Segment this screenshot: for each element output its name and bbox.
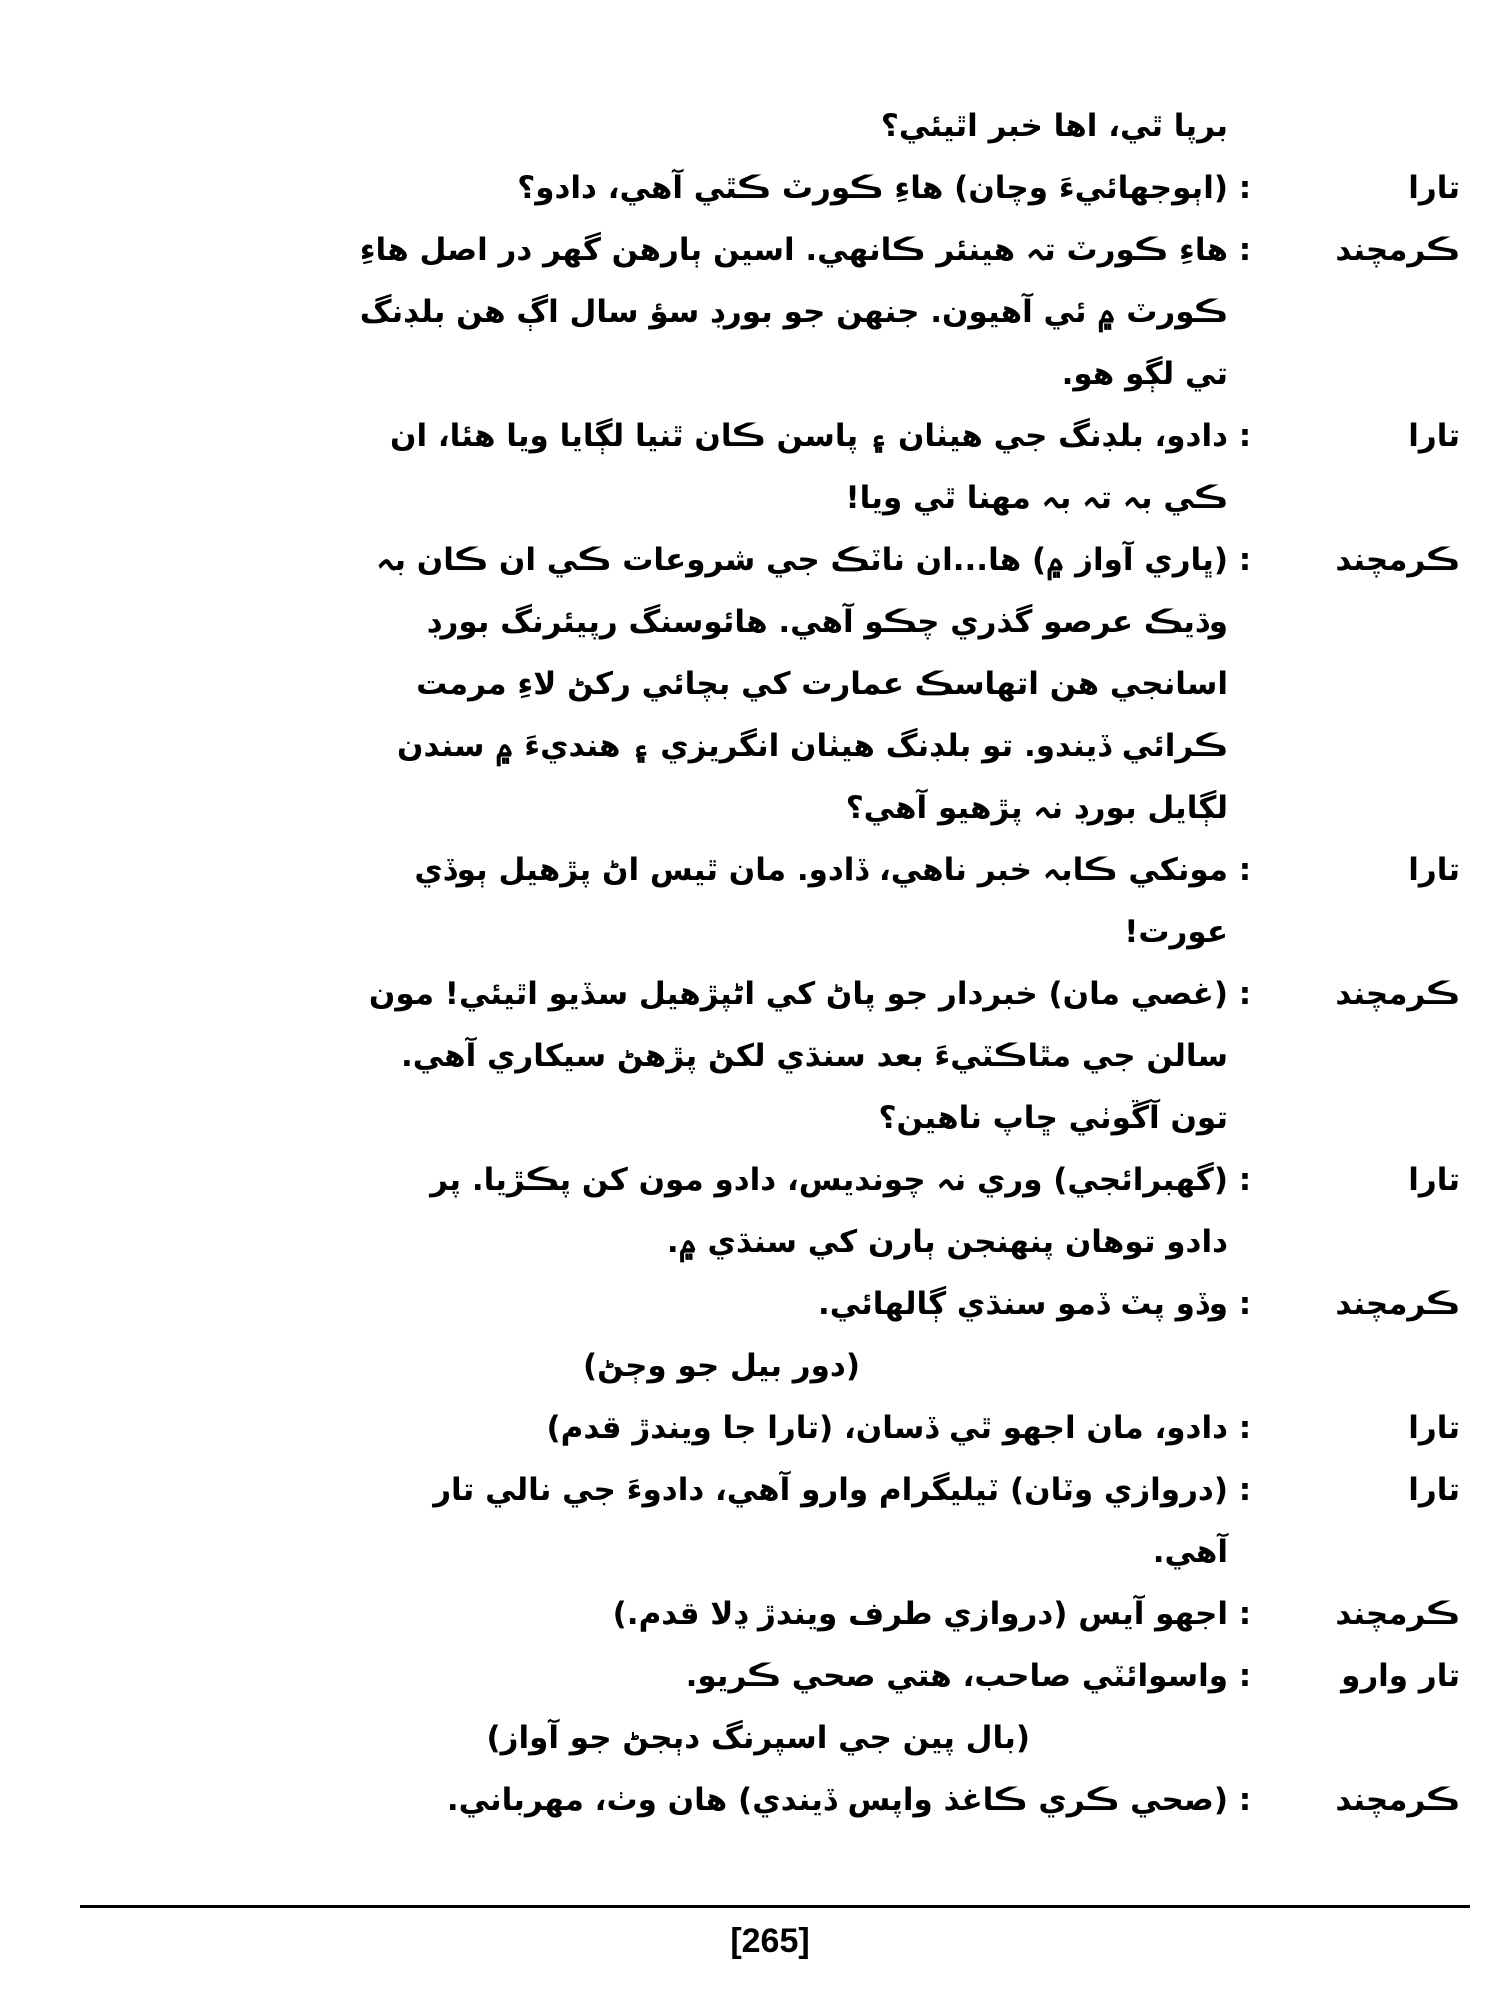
- speaker-colon: :: [1238, 852, 1252, 888]
- line-text: (غصي مان) خبردار جو پاڻ کي اڻپڙهيل سڏيو اٿيئي! مون: [368, 976, 1228, 1012]
- speaker-colon: :: [1238, 1658, 1252, 1694]
- line-text: (صحي ڪري ڪاغذ واپس ڏيندي) هان وٺ، مهرباني.: [446, 1782, 1228, 1818]
- script-line: [60, 963, 1460, 1025]
- script-line: [60, 1459, 1460, 1521]
- script-line: [60, 529, 1460, 591]
- script-line: [60, 343, 1460, 405]
- script-line: [60, 1149, 1460, 1211]
- line-text: ڪرائي ڏيندو. تو بلڊنگ هيٺان انگريزي ۽ هنديءَ ۾ سندن: [396, 728, 1228, 764]
- line-text: لڳايل بورڊ نہ پڙهيو آهي؟: [845, 790, 1228, 826]
- line-text: (دروازي وٽان) ٽيليگرام وارو آهي، دادوءَ جي نالي تار: [433, 1472, 1228, 1508]
- line-text: دادو، بلڊنگ جي هيٺان ۽ پاسن ڪان ٿنيا لڳايا ويا هئا، ان: [390, 418, 1228, 454]
- speaker-name: تارا: [1408, 170, 1460, 206]
- speaker-colon: :: [1238, 232, 1252, 268]
- script-page: [60, 95, 1460, 1915]
- script-line: [60, 281, 1460, 343]
- speaker-name: ڪرمچند: [1335, 232, 1460, 268]
- speaker-name: تارا: [1408, 1472, 1460, 1508]
- line-text: آهي.: [1152, 1534, 1228, 1570]
- line-text: اجهو آيس (دروازي طرف ويندڙ ڍلا قدم.): [612, 1596, 1228, 1632]
- speaker-name: ڪرمچند: [1335, 1596, 1460, 1632]
- speaker-colon: :: [1238, 976, 1252, 1012]
- script-line: [60, 591, 1460, 653]
- speaker-colon: :: [1238, 542, 1252, 578]
- line-text: ڪورٽ ۾ ئي آهيون. جنهن جو بورڊ سؤ سال اڳ هن بلڊنگ: [359, 294, 1228, 330]
- stage-direction: (بال پين جي اسپرنگ دٻجڻ جو آواز): [486, 1720, 1030, 1756]
- script-line: [60, 1769, 1460, 1831]
- line-text: ڪي بہ تہ بہ مهنا ٿي ويا!: [845, 480, 1228, 516]
- line-text: هاءِ ڪورٽ تہ هينئر ڪانهي. اسين ٻارهن گهر در اصل هاءِ: [359, 232, 1228, 268]
- line-text: مونکي ڪابہ خبر ناهي، ڏادو. مان ٿيس اڻ پڙهيل ٻوڏي: [414, 852, 1228, 888]
- footer-rule: [80, 1905, 1470, 1908]
- script-line: [60, 1087, 1460, 1149]
- script-line: [60, 1583, 1460, 1645]
- speaker-name: تارا: [1408, 1410, 1460, 1446]
- line-text: (اٻوجهائيءَ وچان) هاءِ ڪورٽ ڪٿي آهي، دادو؟: [517, 170, 1228, 206]
- script-line: [60, 901, 1460, 963]
- speaker-colon: :: [1238, 1410, 1252, 1446]
- script-line: [60, 157, 1460, 219]
- script-line: [60, 1273, 1460, 1335]
- line-text: تي لڳو هو.: [1061, 356, 1228, 392]
- line-text: وڌيڪ عرصو گذري چڪو آهي. هائوسنگ رپيئرنگ بورڊ: [426, 604, 1228, 640]
- line-text: سالن جي مٿاڪٽيءَ بعد سنڌي لکڻ پڙهڻ سيکاري آهي.: [400, 1038, 1228, 1074]
- script-line: [60, 777, 1460, 839]
- line-text: عورت!: [1124, 914, 1228, 950]
- script-line: [60, 1521, 1460, 1583]
- speaker-colon: :: [1238, 1472, 1252, 1508]
- line-text: دادو، مان اجهو ٿي ڏسان، (تارا جا ويندڙ قدم): [546, 1410, 1228, 1446]
- speaker-colon: :: [1238, 170, 1252, 206]
- script-line: [60, 653, 1460, 715]
- script-line: [60, 1397, 1460, 1459]
- speaker-colon: :: [1238, 1162, 1252, 1198]
- speaker-name: تارا: [1408, 852, 1460, 888]
- line-text: وڏو پٽ ڏمو سنڌي ڳالهائي.: [817, 1286, 1228, 1322]
- script-line: [60, 1645, 1460, 1707]
- speaker-name: ڪرمچند: [1335, 976, 1460, 1012]
- stage-direction-line: [60, 1335, 1460, 1397]
- line-text: تون آڱوٺي ڇاپ ناهين؟: [878, 1100, 1228, 1136]
- line-text: واسوائٽي صاحب، هتي صحي ڪريو.: [685, 1658, 1228, 1694]
- speaker-colon: :: [1238, 1286, 1252, 1322]
- script-line: [60, 95, 1460, 157]
- speaker-colon: :: [1238, 418, 1252, 454]
- page-number: [265]: [730, 1922, 810, 1960]
- script-line: [60, 715, 1460, 777]
- script-line: [60, 405, 1460, 467]
- speaker-name: تارا: [1408, 1162, 1460, 1198]
- stage-direction: (دور بيل جو وڄڻ): [583, 1348, 860, 1384]
- speaker-name: ڪرمچند: [1335, 542, 1460, 578]
- stage-direction-line: [60, 1707, 1460, 1769]
- script-line: [60, 467, 1460, 529]
- line-text: دادو توهان پنهنجن ٻارن کي سنڌي ۾.: [666, 1224, 1228, 1260]
- speaker-name: ڪرمچند: [1335, 1782, 1460, 1818]
- line-text: اسانجي هن اتهاسڪ عمارت کي بچائي رکڻ لاءِ مرمت: [416, 666, 1228, 702]
- speaker-colon: :: [1238, 1596, 1252, 1632]
- speaker-colon: :: [1238, 1782, 1252, 1818]
- line-text: (ڀاري آواز ۾) ها...ان ناٽڪ جي شروعات ڪي ان ڪان بہ: [376, 542, 1228, 578]
- script-line: [60, 1025, 1460, 1087]
- script-line: [60, 219, 1460, 281]
- script-line: [60, 839, 1460, 901]
- script-line: [60, 1211, 1460, 1273]
- speaker-name: ڪرمچند: [1335, 1286, 1460, 1322]
- speaker-name: تار وارو: [1341, 1658, 1460, 1694]
- speaker-name: تارا: [1408, 418, 1460, 454]
- line-text: برپا ٿي، اها خبر اٿيئي؟: [880, 108, 1228, 144]
- line-text: (گهبرائجي) وري نہ چونديس، دادو مون کن پڪڙيا. پر: [430, 1162, 1228, 1198]
